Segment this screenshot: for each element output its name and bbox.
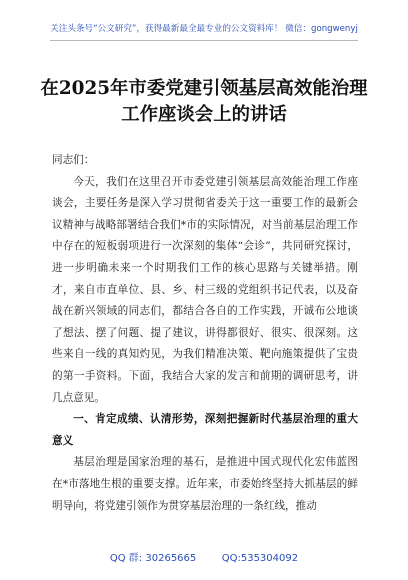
document-title: 在2025年市委党建引领基层高效能治理工作座谈会上的讲话 xyxy=(40,78,368,125)
document-body xyxy=(52,150,358,517)
header-promo-note: 关注头条号“公文研究”，获得最新最全最专业的公文资料库！ 微信：gongwenyj xyxy=(50,24,358,34)
paragraph: 今天，我们在这里召开市委党建引领基层高效能治理工作座谈会，主要任务是深入学习贯彻省委关于这一重要工作的最新会议精神与战略部署结合我们*市的实际情况，对当前基层治理工作中存在的短板弱项进行一次深刻的集体“会诊”，共同研究探讨，进一步明确未来一个时期我们工作的核心思路与关键举措。刚才，来自市直单位、县、乡、村三级的党组织书记代表，以及奋战在新兴领域的同志们，都结合各自的工作实践，开诚布公地谈了想法、摆了问题、提了建议，讲得都很好、很实、很深刻。这些来自一线的真知灼见，为我们精准决策、靶向施策提供了宝贵的第一手资料。下面，我结合大家的发言和前期的调研思考，讲几点意见。 xyxy=(52,175,358,404)
paragraph: 基层治理是国家治理的基石，是推进中国式现代化宏伟蓝图在*市落地生根的重要支撑。近年来，市委始终坚持大抓基层的鲜明导向，将党建引领作为贯穿基层治理的一条红线，推动 xyxy=(52,456,358,512)
qq-group-number: 30265665 xyxy=(145,553,197,564)
qq-number: 535304092 xyxy=(240,553,299,564)
section-heading: 一、肯定成绩、认清形势，深刻把握新时代基层治理的重大意义 xyxy=(52,413,358,447)
header-divider xyxy=(50,40,358,41)
footer-contact xyxy=(0,549,408,564)
qq-label: QQ: xyxy=(221,553,241,564)
salutation: 同志们： xyxy=(52,154,95,166)
qq-group-label: QQ 群: xyxy=(109,553,143,564)
